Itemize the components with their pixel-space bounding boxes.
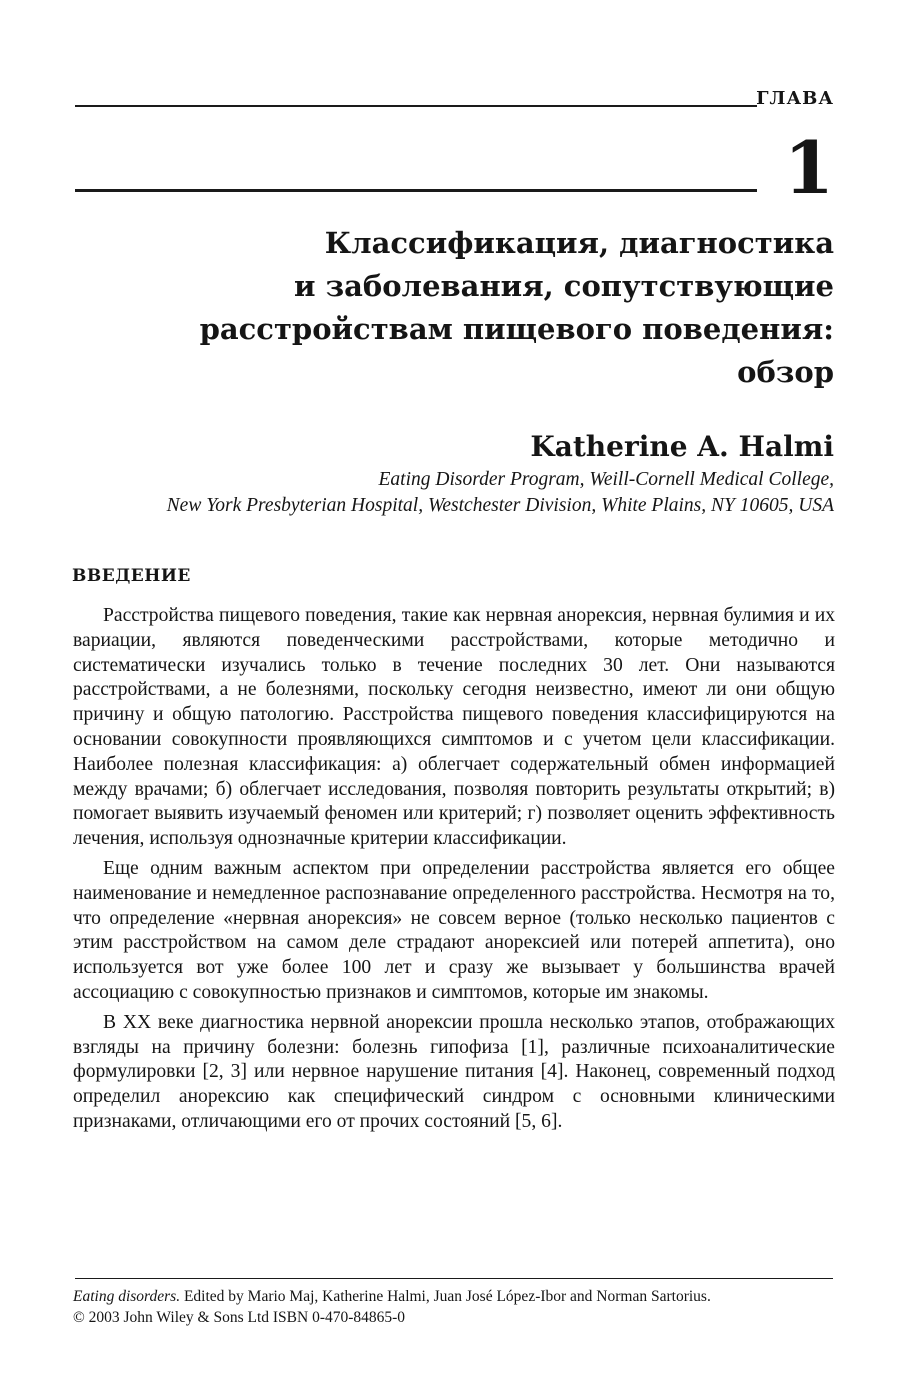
footnote-citation xyxy=(73,1286,843,1307)
title-line: и заболевания, сопутствующие xyxy=(294,269,834,303)
paragraph: Расстройства пищевого поведения, такие как нервная анорексия, нервная булимия и их вариации, являются поведенческими расстройствами, которые методично и систематически изучались только в течение последних 30 лет. Они называются расстройствами, а не болезнями, поскольку сегодня неизвестно, имеют ли они общую причину и общую патологию. Расстройства пищевого поведения классифицируются на основании совокупности проявляющихся симптомов и с учетом цели классификации. Наиболее полезная классификация: а) облегчает содержательный обмен информацией между врачами; б) облегчает исследования, позволяя повторить результаты открытий; в) помогает выявить изучаемый феномен или критерий; г) позволяет оценить эффективность лечения, используя однозначные критерии классификации. xyxy=(73,605,835,850)
chapter-title xyxy=(194,222,834,394)
title-line: расстройствам пищевого поведения: xyxy=(199,312,834,346)
copyright-line: © 2003 John Wiley & Sons Ltd ISBN 0-470-84865-0 xyxy=(73,1309,406,1326)
author-name: Katherine A. Halmi xyxy=(530,430,834,463)
footnote-rule xyxy=(75,1278,833,1279)
chapter-label: ГЛАВА xyxy=(756,88,834,109)
header-rule-top xyxy=(75,105,757,107)
chapter-number: 1 xyxy=(783,125,834,210)
author-affiliation xyxy=(54,467,834,519)
paragraph: Еще одним важным аспектом при определении расстройства является его общее наименование и немедленное распознавание определенного расстройства. Несмотря на то, что определение «нервная анорексия» не совсем верное (только несколько пациентов с этим расстройством на самом деле страдают анорексией или потерей аппетита), оно используется вот уже более 100 лет и сразу же вызывает у большинства врачей ассоциацию с совокупностью признаков и симптомов, которые им знакомы. xyxy=(73,857,835,1003)
book-title: Eating disorders. xyxy=(73,1288,181,1305)
title-line: обзор xyxy=(737,355,834,389)
section-heading: ВВЕДЕНИЕ xyxy=(72,566,191,586)
body-text xyxy=(73,604,835,1140)
paragraph: В XX веке диагностика нервной анорексии прошла несколько этапов, отображающих взгляды на причину болезни: болезнь гипофиза [1], различные психоаналитические формулировки [2, 3] или нервное нарушение питания [4]. Наконец, современный подход определил анорексию как специфический синдром с основными клиническими признаками, отличающими его от прочих состояний [5, 6]. xyxy=(73,1011,835,1132)
affiliation-line: Eating Disorder Program, Weill-Cornell Medical College, xyxy=(378,469,834,490)
footnote xyxy=(73,1286,843,1328)
affiliation-line: New York Presbyterian Hospital, Westchester Division, White Plains, NY 10605, USA xyxy=(166,495,834,516)
header-rule-bottom xyxy=(75,189,757,192)
title-line: Классификация, диагностика xyxy=(324,226,834,260)
editors: Edited by Mario Maj, Katherine Halmi, Juan José López-Ibor and Norman Sartorius. xyxy=(180,1288,711,1305)
